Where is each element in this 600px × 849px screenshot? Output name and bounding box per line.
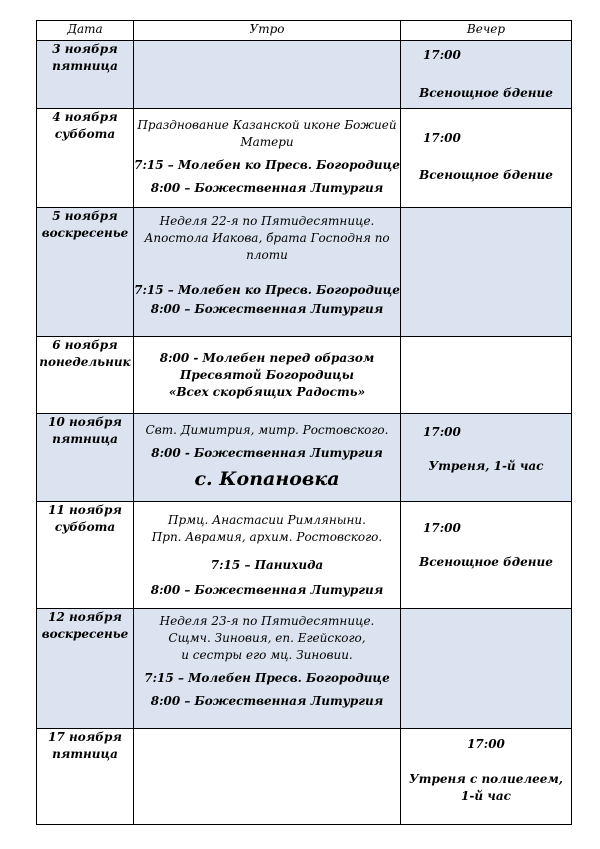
table-row [37,729,572,825]
table-row [37,208,572,337]
feast-title: Матери [240,135,294,149]
service-line: 8:00 – Божественная Литургия [150,583,384,597]
morning-cell [134,109,401,208]
feast-title: Празднование Казанской иконе Божией [137,118,397,132]
service-line: 7:15 – Панихида [210,558,324,572]
location-label: с. Копановка [194,468,340,490]
date-cell: 3 ноября пятница [37,41,134,109]
morning-cell [134,208,401,337]
feast-title: Прп. Аврамия, архим. Ростовского. [151,530,383,544]
service-line: 8:00 - Божественная Литургия [151,446,383,460]
morning-cell [134,609,401,729]
morning-cell [134,41,401,109]
feast-title: Прмц. Анастасии Римляныни. [168,513,366,527]
evening-service: Всенощное бдение [419,555,553,569]
service-line: 7:15 – Молебен Пресв. Богородице [144,671,390,685]
service-line: 7:15 – Молебен ко Пресв. Богородице [134,283,400,297]
evening-cell [401,208,572,337]
evening-cell [401,502,572,609]
header-date: Дата [37,21,134,41]
feast-title: Сщмч. Зиновия, еп. Егейского, [168,631,366,645]
service-line: «Всех скорбящих Радость» [168,385,366,399]
header-morning: Утро [134,21,401,41]
evening-cell [401,337,572,414]
morning-cell [134,337,401,414]
feast-title: Свт. Димитрия, митр. Ростовского. [145,423,389,437]
table-row [37,609,572,729]
evening-service: Всенощное бдение [419,86,553,100]
table-row [37,109,572,208]
table-row [37,414,572,502]
feast-title: Апостола Иакова, брата Господня по [144,231,390,245]
evening-cell [401,414,572,502]
service-line: 8:00 – Божественная Литургия [150,181,384,195]
schedule-table [36,20,572,825]
feast-title: Неделя 22-я по Пятидесятнице. [159,214,375,228]
date-cell: 17 ноября пятница [37,729,134,825]
evening-time: 17:00 [467,737,505,751]
morning-cell [134,729,401,825]
evening-cell [401,729,572,825]
header-row [37,21,572,41]
service-line: 8:00 – Божественная Литургия [150,302,384,316]
service-line: 7:15 – Молебен ко Пресв. Богородице [134,158,400,172]
service-line: Пресвятой Богородицы [179,368,355,382]
date-cell: 11 ноября суббота [37,502,134,609]
date-cell: 5 ноября воскресенье [37,208,134,337]
evening-time: 17:00 [423,131,461,145]
morning-cell [134,414,401,502]
evening-service: Утреня, 1-й час [428,459,544,473]
evening-cell [401,609,572,729]
evening-time: 17:00 [423,521,461,535]
feast-title: и сестры его мц. Зиновии. [181,648,353,662]
date-cell: 12 ноября воскресенье [37,609,134,729]
service-line: 8:00 - Молебен перед образом [159,351,375,365]
feast-title: Неделя 23-я по Пятидесятнице. [159,614,375,628]
morning-cell [134,502,401,609]
evening-time: 17:00 [423,425,461,439]
date-cell: 10 ноября пятница [37,414,134,502]
evening-cell [401,109,572,208]
feast-title: плоти [246,248,288,262]
table-row [37,337,572,414]
evening-service: Утреня с полиелеем, 1-й час [409,772,563,803]
service-line: 8:00 – Божественная Литургия [150,694,384,708]
table-row [37,41,572,109]
date-cell: 4 ноября суббота [37,109,134,208]
table-row [37,502,572,609]
date-cell: 6 ноября понедельник [37,337,134,414]
evening-service: Всенощное бдение [419,168,553,182]
evening-cell [401,41,572,109]
evening-time: 17:00 [423,48,461,62]
header-evening: Вечер [401,21,572,41]
